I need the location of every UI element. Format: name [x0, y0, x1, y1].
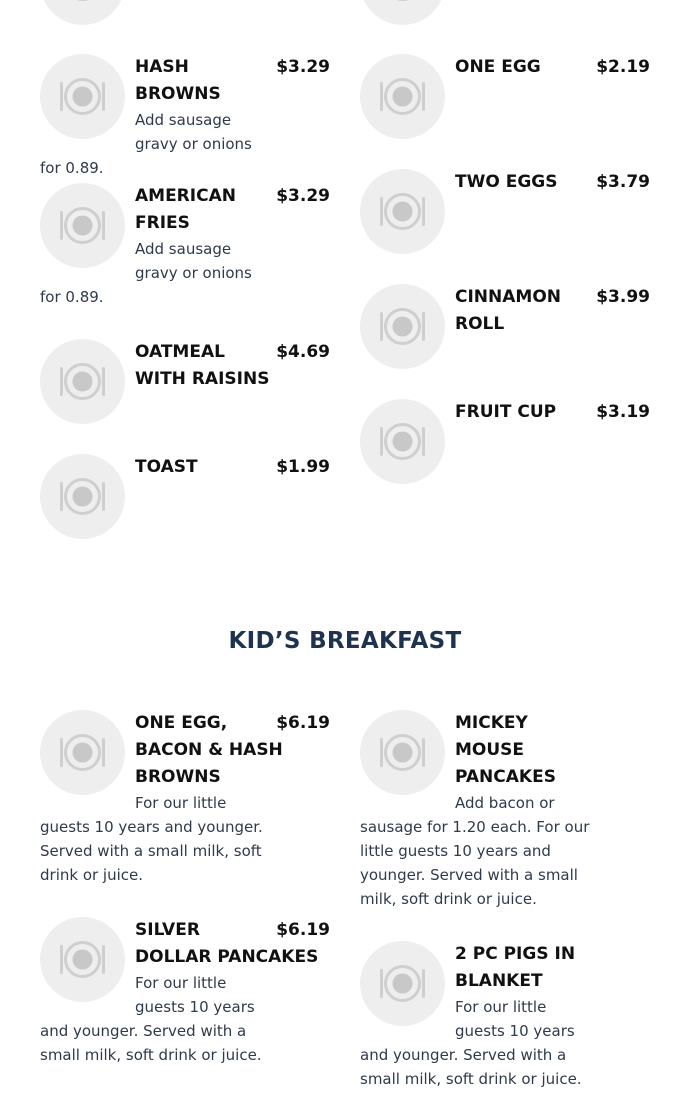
menu-item-silver-dollar-pancakes[interactable]: [40, 917, 330, 1067]
menu-item-price: $3.29: [276, 57, 330, 77]
menu-item-thumbnail: [40, 710, 125, 795]
menu-item-description: For our little guests 10 years and younger. Served with a small milk, soft drink or juice.: [40, 974, 262, 1064]
menu-item-price: $6.19: [276, 920, 330, 940]
section-title-kids-breakfast: KID’S BREAKFAST: [228, 628, 462, 654]
menu-item-oatmeal-with-raisins[interactable]: [40, 339, 330, 424]
menu-item-thumbnail: [360, 169, 445, 254]
menu-item-american-fries[interactable]: [40, 183, 330, 309]
plate-fork-knife-icon: [40, 339, 125, 424]
menu-item-price: $4.69: [276, 342, 330, 362]
menu-item-thumbnail: [360, 399, 445, 484]
plate-fork-knife-icon: [360, 54, 445, 139]
menu-item-name: SILVER DOLLAR PANCAKES: [135, 920, 319, 967]
menu-item-thumbnail: [360, 284, 445, 369]
menu-item-fruit-cup[interactable]: [360, 399, 650, 484]
menu-item-thumbnail: [360, 0, 445, 25]
plate-fork-knife-icon: [40, 454, 125, 539]
plate-fork-knife-icon: [360, 399, 445, 484]
menu-item-one-egg-bacon-hash-browns[interactable]: [40, 710, 330, 887]
plate-fork-knife-icon: [360, 284, 445, 369]
menu-item-name: OATMEAL WITH RAISINS: [135, 342, 270, 389]
menu-item-name: AMERICAN FRIES: [135, 186, 236, 233]
menu-item-description: For our little guests 10 years and younger. Served with a small milk, soft drink or juice.: [40, 794, 263, 884]
menu-item-price: $3.79: [596, 172, 650, 192]
menu-item-thumbnail: [360, 941, 445, 1026]
menu-item-description: Add sausage gravy or onions for 0.89.: [40, 240, 252, 306]
menu-item-price: $1.99: [276, 457, 330, 477]
menu-item-description: Add bacon or sausage for 1.20 each. For our little guests 10 years and younger. Served with a small milk, soft drink or juice.: [360, 794, 590, 908]
menu-item-toast[interactable]: [40, 454, 330, 539]
menu-item-price: $3.99: [596, 287, 650, 307]
menu-item-hash-browns[interactable]: [40, 54, 330, 180]
menu-item-thumbnail: [40, 454, 125, 539]
menu-item-name: TOAST: [135, 457, 198, 477]
menu-item-description: For our little guests 10 years and younger. Served with a small milk, soft drink or juice.: [360, 998, 582, 1088]
menu-item-price: $3.29: [276, 186, 330, 206]
plate-fork-knife-icon: [360, 941, 445, 1026]
menu-item-price: $2.19: [596, 57, 650, 77]
plate-fork-knife-icon: [40, 0, 125, 25]
plate-fork-knife-icon: [360, 710, 445, 795]
menu-item-thumbnail: [40, 54, 125, 139]
menu-item-name: HASH BROWNS: [135, 57, 221, 104]
plate-fork-knife-icon: [40, 710, 125, 795]
menu-item-thumbnail: [360, 54, 445, 139]
menu-item-mickey-mouse-pancakes[interactable]: [360, 710, 650, 911]
menu-item-name: TWO EGGS: [455, 172, 558, 192]
menu-item-thumbnail: [40, 0, 125, 25]
menu-item-two-eggs[interactable]: [360, 169, 650, 254]
menu-item-name: ONE EGG, BACON & HASH BROWNS: [135, 713, 283, 787]
plate-fork-knife-icon: [40, 54, 125, 139]
plate-fork-knife-icon: [360, 0, 445, 25]
menu-item-thumbnail: [40, 917, 125, 1002]
menu-item-thumbnail: [360, 710, 445, 795]
menu-item-name: CINNAMON ROLL: [455, 287, 562, 334]
menu-item-price: $6.19: [276, 713, 330, 733]
menu-item-cinnamon-roll[interactable]: [360, 284, 650, 369]
menu-item-name: MICKEY MOUSE PANCAKES: [455, 713, 556, 787]
menu-item-thumbnail: [40, 339, 125, 424]
menu-item-name: 2 PC PIGS IN BLANKET: [455, 944, 576, 991]
plate-fork-knife-icon: [40, 183, 125, 268]
menu-item-thumbnail: [40, 183, 125, 268]
menu-item-one-egg[interactable]: [360, 54, 650, 139]
menu-item-name: ONE EGG: [455, 57, 541, 77]
plate-fork-knife-icon: [360, 169, 445, 254]
menu-item-name: FRUIT CUP: [455, 402, 557, 422]
menu-item-2-pc-pigs-in-blanket[interactable]: [360, 941, 650, 1091]
menu-item-description: Add sausage gravy or onions for 0.89.: [40, 111, 252, 177]
menu-item-price: $3.19: [596, 402, 650, 422]
plate-fork-knife-icon: [40, 917, 125, 1002]
